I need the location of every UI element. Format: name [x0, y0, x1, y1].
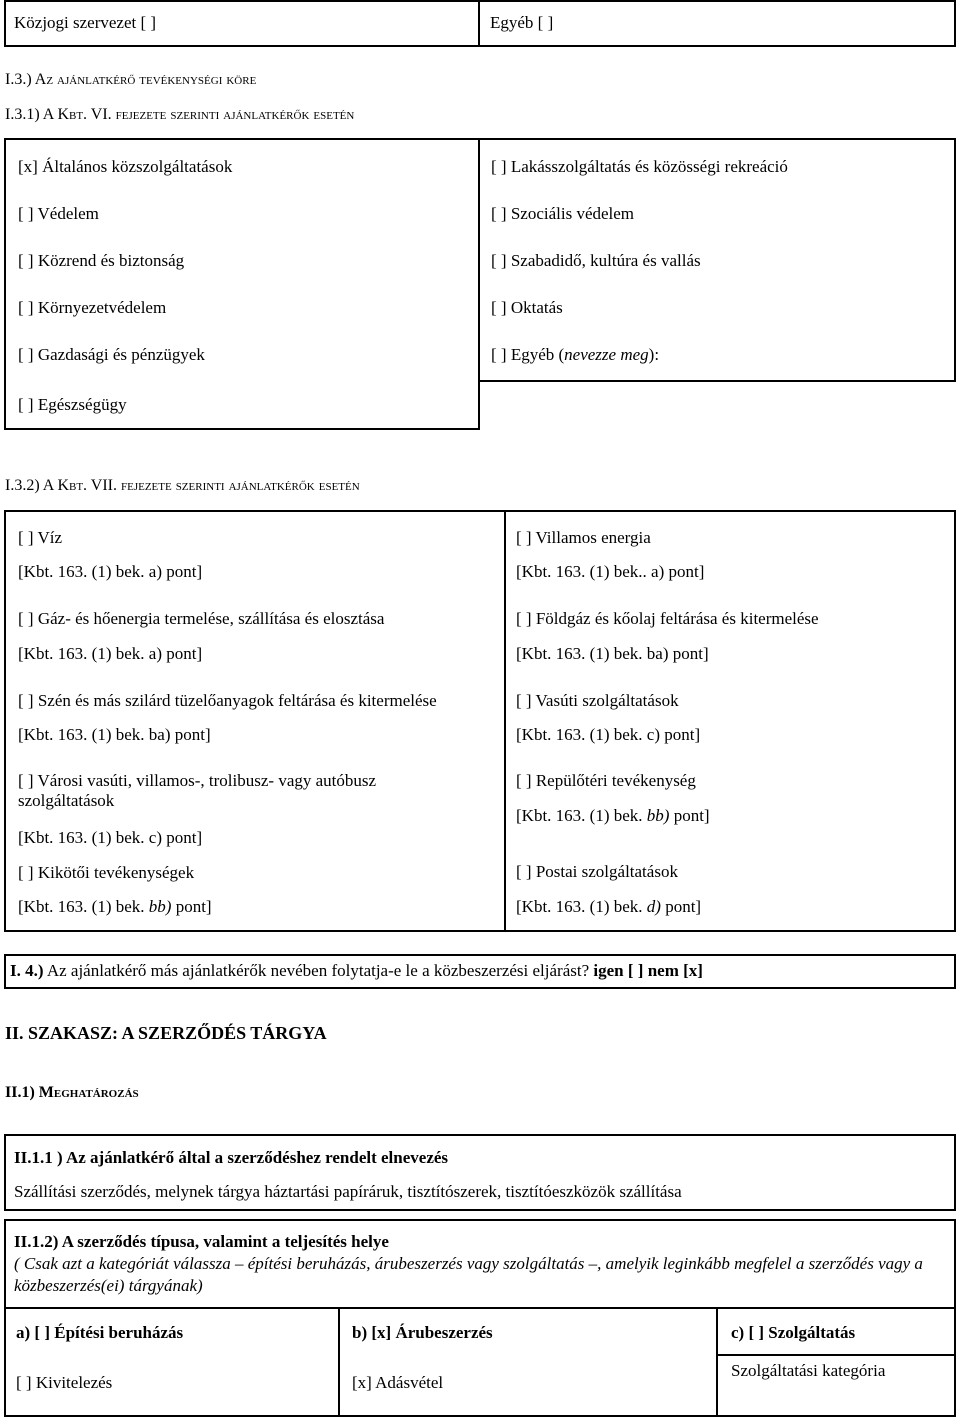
utility-label[interactable]: [ ] Víz	[18, 528, 63, 547]
other-suffix: ):	[648, 345, 660, 364]
i4-label: I. 4.)	[10, 961, 44, 980]
ref-prefix: [Kbt. 163. (1) bek.	[516, 897, 647, 916]
i31-left-item[interactable]: [x] Általános közszolgáltatások	[18, 157, 233, 176]
ref-italic: bb)	[148, 897, 172, 916]
ref-suffix: pont]	[669, 806, 710, 825]
i4-question-text: Az ajánlatkérő más ajánlatkérők nevében folytatja-e le a közbeszerzési eljárást?	[43, 961, 594, 980]
utility-ref: [Kbt. 163. (1) bek.. a) pont]	[516, 562, 705, 581]
i4-question[interactable]	[10, 961, 703, 981]
section-ii-heading: II. SZAKASZ: A SZERZŐDÉS TÁRGYA	[5, 1023, 327, 1043]
ii111-value[interactable]: Szállítási szerződés, melynek tárgya háztartási papíráruk, tisztítószerek, tisztítóeszközök szállítása	[14, 1182, 682, 1201]
utility-label[interactable]: [ ] Vasúti szolgáltatások	[516, 691, 679, 710]
section-i3-heading: I.3.) Az ajánlatkérő tevékenységi köre	[5, 71, 257, 88]
ref-italic: d)	[646, 897, 661, 916]
utility-ref: [Kbt. 163. (1) bek. a) pont]	[18, 644, 203, 663]
ref-suffix: pont]	[171, 897, 212, 916]
i31-left-item[interactable]: [ ] Közrend és biztonság	[18, 251, 185, 270]
i31-left-item[interactable]: [ ] Környezetvédelem	[18, 298, 167, 317]
utility-ref: [Kbt. 163. (1) bek. ba) pont]	[18, 725, 211, 744]
ii112-title: II.1.2) A szerződés típusa, valamint a teljesítés helye	[14, 1232, 389, 1251]
i4-answer: igen [ ] nem [x]	[593, 961, 703, 980]
i31-right-item[interactable]: [ ] Lakásszolgáltatás és közösségi rekreáció	[491, 157, 788, 176]
ref-prefix: [Kbt. 163. (1) bek.	[18, 897, 149, 916]
utility-ref: [Kbt. 163. (1) bek. ba) pont]	[516, 644, 709, 663]
adasvetel-checkbox[interactable]: [x] Adásvétel	[352, 1373, 444, 1392]
i31-left-item[interactable]: [ ] Gazdasági és pénzügyek	[18, 345, 205, 364]
utility-ref	[18, 897, 212, 917]
ref-italic: bb)	[646, 806, 670, 825]
utility-ref	[516, 897, 701, 917]
kivitelezes-checkbox[interactable]: [ ] Kivitelezés	[16, 1373, 113, 1392]
i31-right-item[interactable]: [ ] Szabadidő, kultúra és vallás	[491, 251, 701, 270]
type-b-checkbox[interactable]: b) [x] Árubeszerzés	[352, 1323, 493, 1342]
utility-label[interactable]: [ ] Kikötői tevékenységek	[18, 863, 195, 882]
utility-label[interactable]: [ ] Gáz- és hőenergia termelése, szállítása és elosztása	[18, 609, 385, 628]
utility-ref: [Kbt. 163. (1) bek. a) pont]	[18, 562, 203, 581]
utility-ref: [Kbt. 163. (1) bek. c) pont]	[516, 725, 701, 744]
other-italic: nevezze meg	[564, 345, 649, 364]
i31-left-box	[4, 138, 480, 430]
kozjogi-checkbox[interactable]: Közjogi szervezet [ ]	[14, 13, 157, 32]
utility-label[interactable]: [ ] Földgáz és kőolaj feltárása és kitermelése	[516, 609, 819, 628]
utility-label[interactable]: [ ] Repülőtéri tevékenység	[516, 771, 696, 790]
ii111-title: II.1.1 ) Az ajánlatkérő által a szerződéshez rendelt elnevezés	[14, 1148, 449, 1167]
ref-prefix: [Kbt. 163. (1) bek.	[516, 806, 647, 825]
other-prefix: [ ] Egyéb (	[491, 345, 565, 364]
szolgaltatasi-kategoria-label: Szolgáltatási kategória	[731, 1361, 886, 1380]
utility-label[interactable]: [ ] Postai szolgáltatások	[516, 862, 678, 881]
ref-suffix: pont]	[660, 897, 702, 916]
i31-right-item[interactable]: [ ] Szociális védelem	[491, 204, 635, 223]
utility-label[interactable]: [ ] Városi vasúti, villamos-, trolibusz- vagy autóbusz szolgáltatások	[18, 771, 377, 811]
i31-right-item[interactable]: [ ] Oktatás	[491, 298, 563, 317]
i31-right-other[interactable]	[491, 345, 659, 365]
section-i32-heading: I.3.2) A Kbt. VII. fejezete szerinti ajánlatkérők esetén	[5, 477, 360, 494]
type-c-checkbox[interactable]: c) [ ] Szolgáltatás	[731, 1323, 856, 1342]
utility-ref	[516, 806, 710, 826]
i31-left-item[interactable]: [ ] Védelem	[18, 204, 99, 223]
section-ii1-heading: II.1) Meghatározás	[5, 1084, 139, 1101]
utility-label[interactable]: [ ] Szén és más szilárd tüzelőanyagok feltárása és kitermelése	[18, 691, 437, 710]
utility-ref: [Kbt. 163. (1) bek. c) pont]	[18, 828, 203, 847]
i31-left-item[interactable]: [ ] Egészségügy	[18, 395, 127, 414]
utility-label[interactable]: [ ] Villamos energia	[516, 528, 651, 547]
section-i31-heading: I.3.1) A Kbt. VI. fejezete szerinti ajánlatkérők esetén	[5, 106, 355, 123]
egyeb-checkbox[interactable]: Egyéb [ ]	[490, 13, 554, 32]
ii112-note: ( Csak azt a kategóriát válassza – építési beruházás, árubeszerzés vagy szolgáltatás –, amelyik leginkább megfelel a szerződés vagy a közbeszerzés(ei) tárgyának)	[14, 1254, 923, 1295]
col-c-divider	[716, 1354, 956, 1356]
type-a-checkbox[interactable]: a) [ ] Építési beruházás	[16, 1323, 184, 1342]
